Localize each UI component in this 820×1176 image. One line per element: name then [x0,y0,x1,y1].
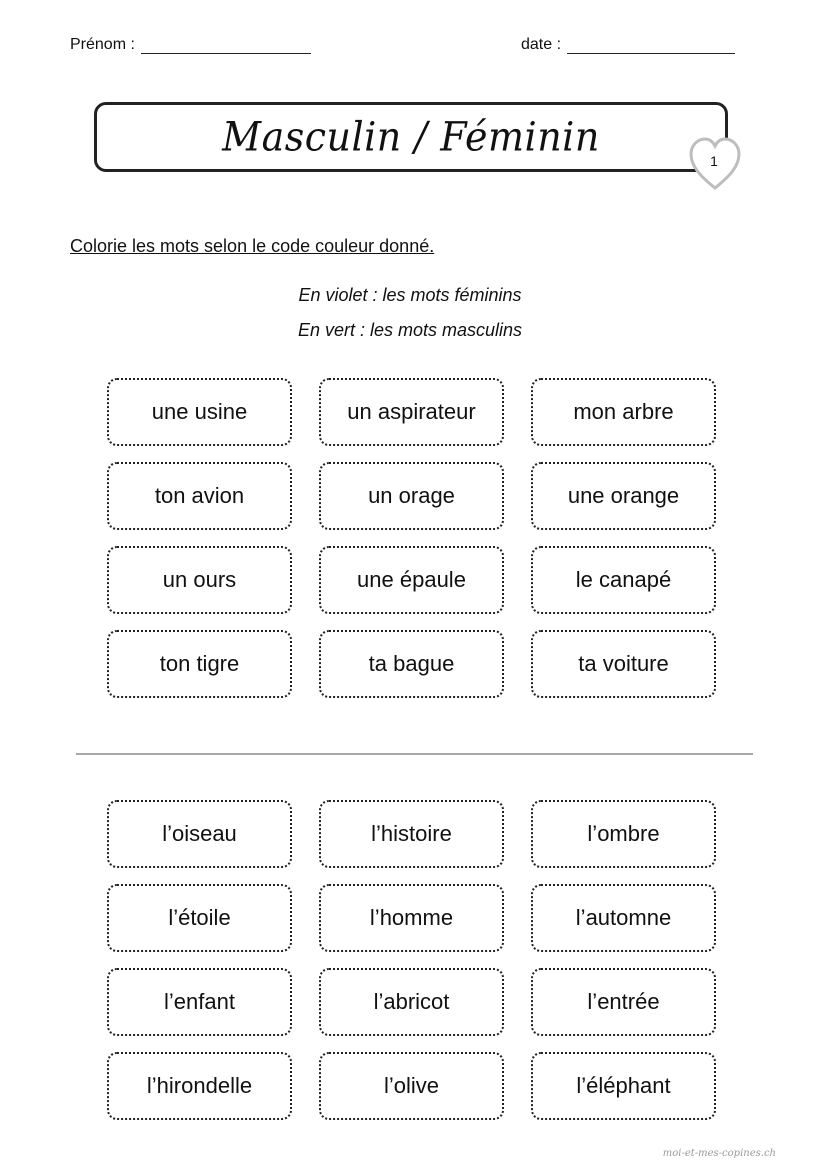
word-card[interactable]: ton tigre [107,630,292,698]
word-card[interactable]: l’ombre [531,800,716,868]
word-card[interactable]: un ours [107,546,292,614]
word-card[interactable]: mon arbre [531,378,716,446]
footer-credit: moi-et-mes-copines.ch [662,1148,776,1159]
word-card[interactable]: l’automne [531,884,716,952]
prenom-label: Prénom : [70,36,135,53]
legend-vert: En vert : les mots masculins [297,320,523,340]
word-card[interactable]: l’entrée [531,968,716,1036]
word-grid-1 [107,378,716,698]
title-box [94,102,728,172]
word-card[interactable]: un aspirateur [319,378,504,446]
date-label: date : [521,36,562,53]
prenom-line[interactable] [141,36,311,54]
word-card[interactable]: une usine [107,378,292,446]
word-card[interactable]: ton avion [107,462,292,530]
word-card[interactable]: l’homme [319,884,504,952]
word-card[interactable]: l’abricot [319,968,504,1036]
page-number: 1 [710,153,718,169]
word-card[interactable]: le canapé [531,546,716,614]
section-divider [76,753,753,755]
prenom-field[interactable] [70,36,311,54]
word-card[interactable]: l’étoile [107,884,292,952]
page-title: Masculin / Féminin [222,113,600,161]
word-card[interactable]: l’olive [319,1052,504,1120]
word-card[interactable]: un orage [319,462,504,530]
word-grid-2 [107,800,716,1120]
word-card[interactable]: une orange [531,462,716,530]
word-card[interactable]: l’histoire [319,800,504,868]
date-field[interactable] [521,36,735,54]
word-card[interactable]: une épaule [319,546,504,614]
legend-violet: En violet : les mots féminins [298,285,522,305]
instruction: Colorie les mots selon le code couleur donné. [70,236,435,256]
word-card[interactable]: ta bague [319,630,504,698]
word-card[interactable]: l’hirondelle [107,1052,292,1120]
date-line[interactable] [567,36,735,54]
word-card[interactable]: l’enfant [107,968,292,1036]
word-card[interactable]: ta voiture [531,630,716,698]
word-card[interactable]: l’oiseau [107,800,292,868]
word-card[interactable]: l’éléphant [531,1052,716,1120]
